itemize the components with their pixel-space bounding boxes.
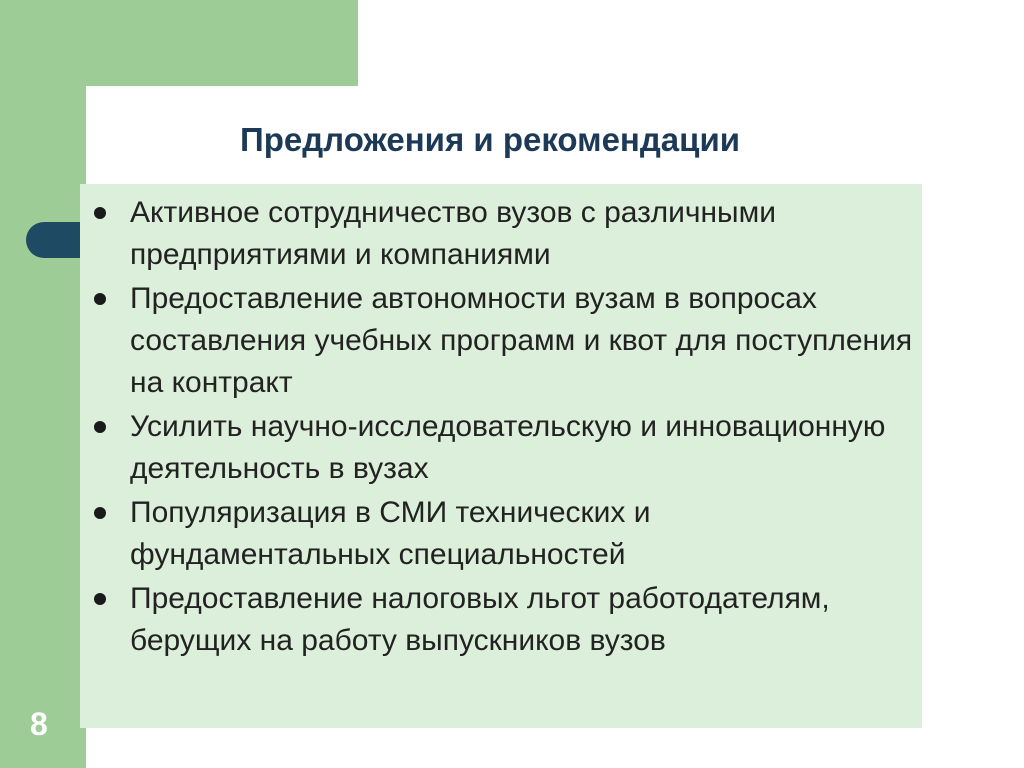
bullet-dot-icon <box>94 507 106 519</box>
bullet-text: Предоставление налоговых льгот работодателям, берущих на работу выпускников вузов <box>130 582 830 657</box>
bullet-list <box>130 192 916 664</box>
bullet-dot-icon <box>94 593 106 605</box>
bullet-item <box>130 406 916 490</box>
decorative-tab <box>26 222 86 258</box>
bullet-item <box>130 278 916 404</box>
bullet-dot-icon <box>94 293 106 305</box>
page-number: 8 <box>30 706 48 742</box>
bullet-item <box>130 192 916 276</box>
bullet-dot-icon <box>94 421 106 433</box>
bullet-text: Усилить научно-исследовательскую и инновационную деятельность в вузах <box>130 410 886 485</box>
bullet-item <box>130 492 916 576</box>
slide-title: Предложения и рекомендации <box>240 121 741 158</box>
bullet-text: Предоставление автономности вузам в вопросах составления учебных программ и квот для поступления на контракт <box>130 282 913 399</box>
bullet-dot-icon <box>94 207 106 219</box>
bullet-text: Популяризация в СМИ технических и фундаментальных специальностей <box>130 496 651 571</box>
bullet-item <box>130 578 916 662</box>
green-left-band <box>0 0 86 768</box>
bullet-text: Активное сотрудничество вузов с различными предприятиями и компаниями <box>130 196 776 271</box>
bullet-list-box <box>80 184 922 728</box>
